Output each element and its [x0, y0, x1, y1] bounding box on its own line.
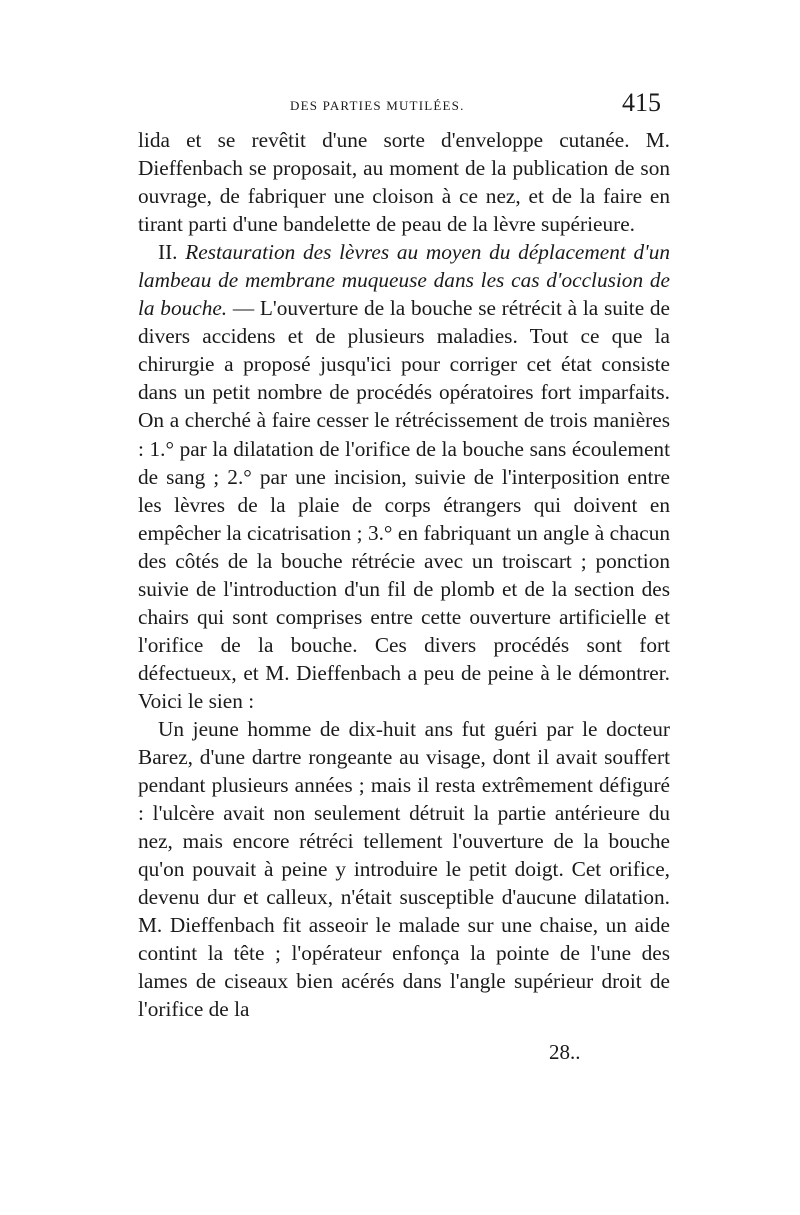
section-number: II. [158, 240, 186, 265]
signature-mark: 28.. [549, 1040, 581, 1064]
paragraph-continuation: lida et se revêtit d'une sorte d'enveloppe cutanée. M. Dieffenbach se proposait, au moment de la publication de son ouvrage, de fabriquer une cloison à ce nez, et de la faire en tirant parti d'une bandelette de peau de la lèvre supérieure. [138, 128, 670, 237]
paragraph-case: Un jeune homme de dix-huit ans fut guéri par le docteur Barez, d'une dartre rongeante au visage, dont il avait souffert pendant plusieurs années ; mais il resta extrêmement défiguré : l'ulcère avait non seulement détruit la partie antérieure du nez, mais encore rétréci tellement l'ouverture de la bouche qu'on pouvait à peine y introduire le petit doigt. Cet orifice, devenu dur et calleux, n'était susceptible d'aucune dilatation. M. Dieffenbach fit asseoir le malade sur une chaise, un aide contint la tête ; l'opérateur enfonça la pointe de l'une des lames de ciseaux bien acérés dans l'angle supérieur droit de l'orifice de la [138, 716, 670, 1022]
running-head: DES PARTIES MUTILÉES. [290, 98, 465, 113]
section-body: — L'ouverture de la bouche se rétrécit à la suite de divers accidens et de plusieurs maladies. Tout ce que la chirurgie a proposé jusqu'ici pour corriger cet état consiste dans un petit nombre de procédés opératoires fort imparfaits. On a cherché à faire cesser le rétrécissement de trois manières : 1.° par la dilatation de l'orifice de la bouche sans écoulement de sang ; 2.° par une incision, suivie de l'interposition entre les lèvres de la plaie de corps étrangers qui doivent en empêcher la cicatrisation ; 3.° en fabriquant un angle à chacun des côtés de la bouche rétrécie avec un troiscart ; ponction suivie de l'introduction d'un fil de plomb et de la section des chairs qui sont comprises entre cette ouverture artificielle et l'orifice de la bouche. Ces divers procédés sont fort défectueux, et M. Dieffenbach a peu de peine à le démontrer. Voici le sien : [138, 296, 670, 713]
page-number: 415 [622, 88, 661, 117]
body-text [138, 126, 670, 1024]
paragraph-section-ii [138, 238, 670, 715]
section-title: Restauration des lèvres au moyen du déplacement d'un lambeau de membrane muqueuse dans les cas d'occlusion de la bouche. [138, 240, 670, 321]
